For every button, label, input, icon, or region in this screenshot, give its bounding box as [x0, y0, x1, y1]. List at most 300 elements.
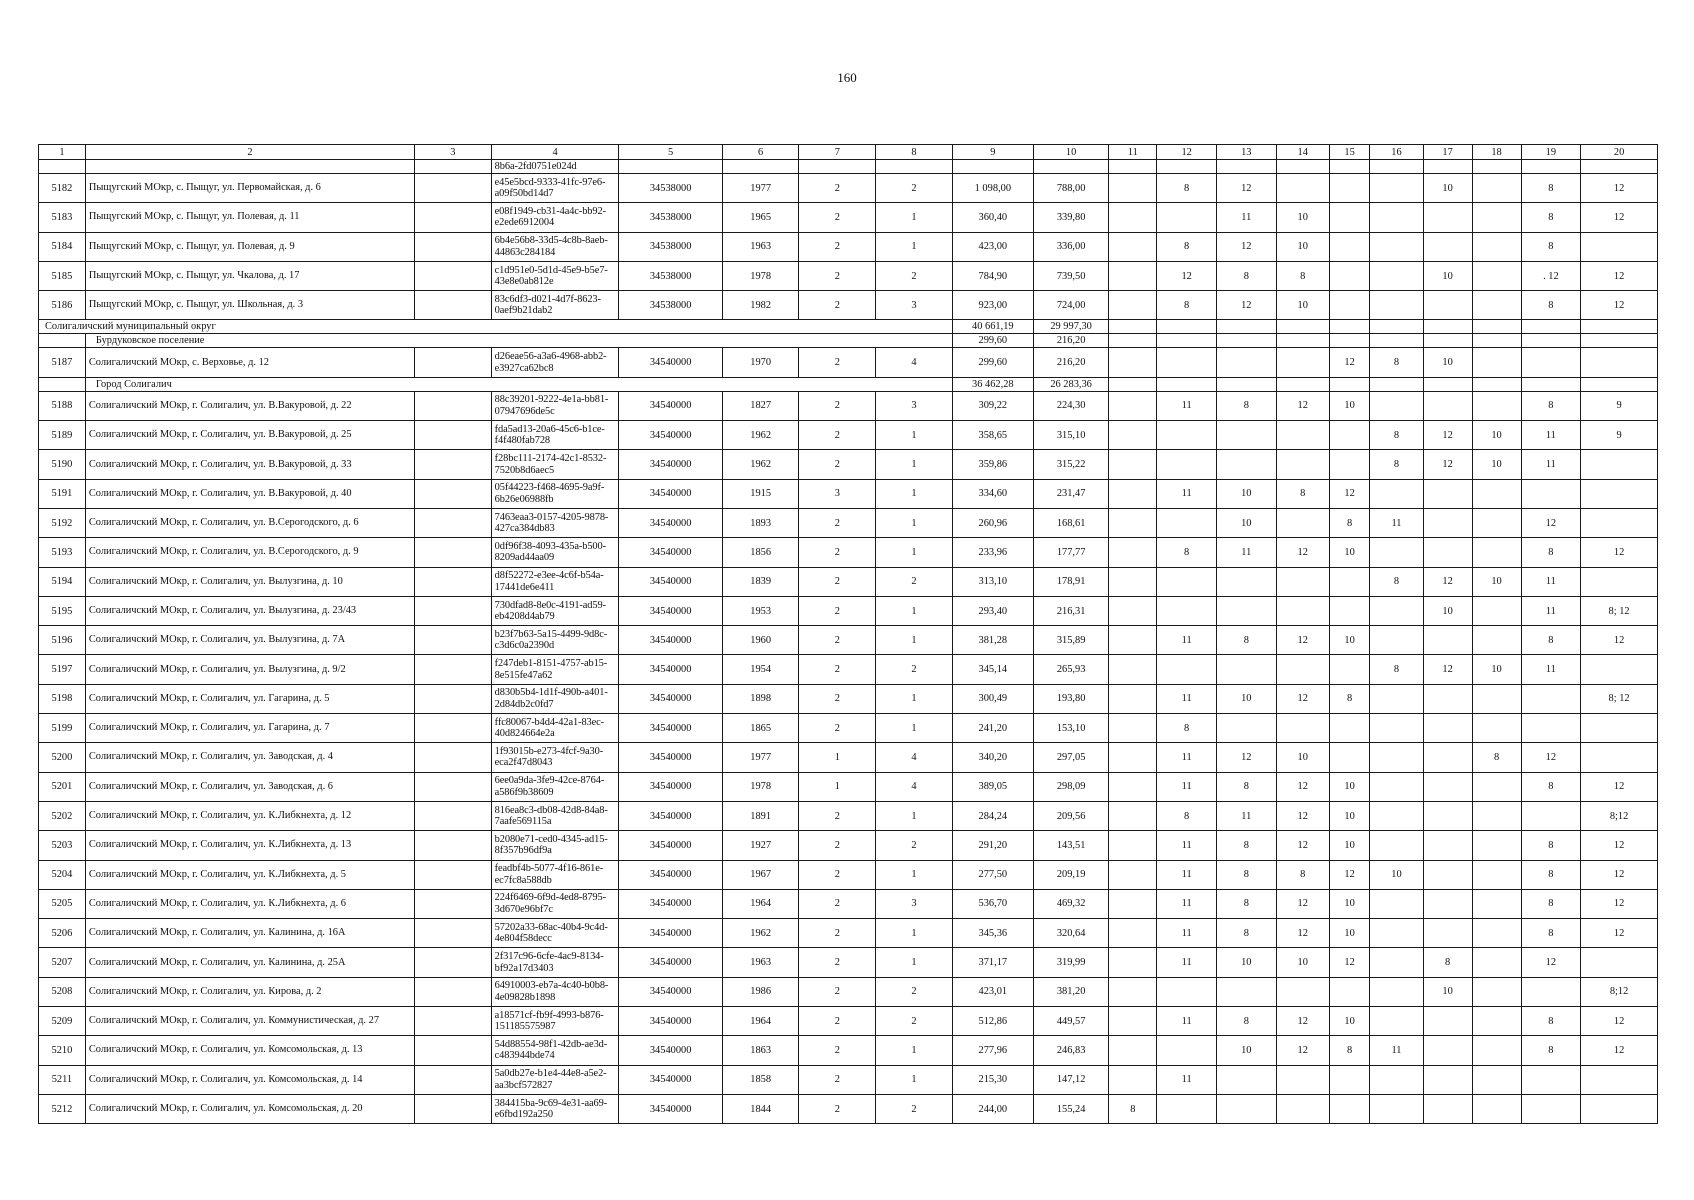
blank-cell	[414, 450, 491, 479]
col11-cell	[1109, 291, 1157, 320]
col12-cell: 11	[1157, 684, 1217, 713]
col14-cell: 12	[1276, 831, 1329, 860]
record-number-cell: 5208	[39, 977, 86, 1006]
col15-cell: 12	[1329, 479, 1369, 508]
col15-cell	[1329, 421, 1369, 450]
col14-cell	[1276, 174, 1329, 203]
blank-cell	[414, 977, 491, 1006]
column-number-cell: 18	[1472, 145, 1521, 160]
col13-cell	[1216, 977, 1276, 1006]
year-built-cell: 1963	[722, 232, 799, 261]
column-number-cell: 14	[1276, 145, 1329, 160]
address-cell: Пыщугский МОкр, с. Пыщуг, ул. Полевая, д. 9	[85, 232, 414, 261]
col14-cell: 12	[1276, 801, 1329, 830]
col14-cell: 12	[1276, 1007, 1329, 1036]
column-number-cell: 16	[1370, 145, 1423, 160]
record-number-cell: 5194	[39, 567, 86, 596]
year-built-cell: 1891	[722, 801, 799, 830]
col17-cell: 10	[1423, 348, 1472, 377]
col12-cell	[1157, 977, 1217, 1006]
col7-cell: 2	[799, 421, 876, 450]
column-number-cell: 20	[1581, 145, 1658, 160]
group-subtotal-row	[39, 377, 1658, 391]
col11-cell	[1109, 174, 1157, 203]
record-number-cell: 5183	[39, 203, 86, 232]
total-area-cell: 784,90	[952, 261, 1033, 290]
col15-cell	[1329, 203, 1369, 232]
living-area-cell: 788,00	[1033, 174, 1109, 203]
col16-cell: 8	[1370, 348, 1423, 377]
col20-cell: 9	[1581, 391, 1658, 420]
col8-cell: 1	[876, 538, 953, 567]
column-number-cell: 11	[1109, 145, 1157, 160]
total-area-cell: 359,86	[952, 450, 1033, 479]
col7-cell: 2	[799, 684, 876, 713]
col19-cell	[1521, 1094, 1581, 1123]
table-row	[39, 203, 1658, 232]
col18-cell	[1472, 831, 1521, 860]
col20-cell	[1581, 655, 1658, 684]
col7-cell: 2	[799, 450, 876, 479]
col11-cell	[1109, 450, 1157, 479]
living-area-cell: 153,10	[1033, 714, 1109, 743]
blank-cell	[414, 261, 491, 290]
col8-cell: 1	[876, 508, 953, 537]
uuid-cell: 05f44223-f468-4695-9a9f-6b26e06988fb	[491, 479, 619, 508]
blank-cell	[414, 508, 491, 537]
col7-cell: 2	[799, 655, 876, 684]
col11-cell	[1109, 948, 1157, 977]
year-built-cell: 1963	[722, 948, 799, 977]
col19-cell: 8	[1521, 174, 1581, 203]
total-area-cell: 260,96	[952, 508, 1033, 537]
living-area-cell: 216,31	[1033, 596, 1109, 625]
col19-cell: 8	[1521, 391, 1581, 420]
oktmo-cell: 34540000	[619, 743, 722, 772]
total-area-cell: 381,28	[952, 626, 1033, 655]
uuid-cell: 816ea8c3-db08-42d8-84a8-7aafe569115a	[491, 801, 619, 830]
col18-cell	[1472, 261, 1521, 290]
address-cell: Пыщугский МОкр, с. Пыщуг, ул. Чкалова, д. 17	[85, 261, 414, 290]
blank-cell	[414, 232, 491, 261]
col7-cell: 2	[799, 291, 876, 320]
col14-cell: 10	[1276, 743, 1329, 772]
col14-cell: 12	[1276, 772, 1329, 801]
total-area-cell: 345,14	[952, 655, 1033, 684]
col8-cell: 4	[876, 772, 953, 801]
year-built-cell: 1953	[722, 596, 799, 625]
address-cell: Солигаличский МОкр, г. Солигалич, ул. В.Вакуровой, д. 22	[85, 391, 414, 420]
oktmo-cell: 34540000	[619, 626, 722, 655]
col19-cell: . 12	[1521, 261, 1581, 290]
col12-cell	[1157, 567, 1217, 596]
col8-cell: 1	[876, 626, 953, 655]
col13-cell: 10	[1216, 948, 1276, 977]
col7-cell: 2	[799, 348, 876, 377]
col16-cell: 8	[1370, 655, 1423, 684]
col11-cell	[1109, 714, 1157, 743]
col16-cell	[1370, 684, 1423, 713]
col19-cell: 8	[1521, 919, 1581, 948]
col16-cell	[1370, 391, 1423, 420]
address-cell: Солигаличский МОкр, г. Солигалич, ул. К.Либкнехта, д. 13	[85, 831, 414, 860]
living-area-cell: 739,50	[1033, 261, 1109, 290]
col14-cell: 12	[1276, 684, 1329, 713]
oktmo-cell: 34540000	[619, 948, 722, 977]
col13-cell: 8	[1216, 391, 1276, 420]
col11-cell	[1109, 479, 1157, 508]
blank-cell	[414, 538, 491, 567]
col15-cell	[1329, 450, 1369, 479]
record-number-cell: 5188	[39, 391, 86, 420]
blank-cell	[414, 1065, 491, 1094]
table-row	[39, 948, 1658, 977]
living-area-cell: 320,64	[1033, 919, 1109, 948]
year-built-cell: 1844	[722, 1094, 799, 1123]
uuid-cell: feadbf4b-5077-4f16-861e-ec7fc8a588db	[491, 860, 619, 889]
col16-cell	[1370, 977, 1423, 1006]
col18-cell	[1472, 1036, 1521, 1065]
living-area-cell: 315,10	[1033, 421, 1109, 450]
col17-cell: 12	[1423, 421, 1472, 450]
col17-cell	[1423, 1094, 1472, 1123]
uuid-cell: d830b5b4-1d1f-490b-a401-2d84db2c0fd7	[491, 684, 619, 713]
col17-cell	[1423, 743, 1472, 772]
group-living-area: 29 997,30	[1033, 320, 1109, 334]
column-number-cell: 13	[1216, 145, 1276, 160]
col19-cell: 8	[1521, 1036, 1581, 1065]
blank-cell	[414, 174, 491, 203]
blank-cell	[414, 860, 491, 889]
col13-cell	[1216, 450, 1276, 479]
col14-cell: 12	[1276, 391, 1329, 420]
col17-cell	[1423, 919, 1472, 948]
living-area-cell: 449,57	[1033, 1007, 1109, 1036]
housing-register-table	[38, 144, 1658, 1124]
col15-cell: 10	[1329, 831, 1369, 860]
col13-cell: 8	[1216, 261, 1276, 290]
living-area-cell: 336,00	[1033, 232, 1109, 261]
col19-cell: 11	[1521, 567, 1581, 596]
col16-cell	[1370, 538, 1423, 567]
col13-cell: 12	[1216, 291, 1276, 320]
col8-cell: 2	[876, 1007, 953, 1036]
living-area-cell: 209,56	[1033, 801, 1109, 830]
record-number-cell: 5212	[39, 1094, 86, 1123]
col16-cell	[1370, 1094, 1423, 1123]
address-cell: Солигаличский МОкр, г. Солигалич, ул. Вылузгина, д. 23/43	[85, 596, 414, 625]
uuid-cell: d8f52272-e3ee-4c6f-b54a-17441de6e411	[491, 567, 619, 596]
address-cell: Пыщугский МОкр, с. Пыщуг, ул. Полевая, д. 11	[85, 203, 414, 232]
col11-cell	[1109, 860, 1157, 889]
total-area-cell: 923,00	[952, 291, 1033, 320]
col11-cell	[1109, 801, 1157, 830]
col14-cell	[1276, 508, 1329, 537]
table-row	[39, 479, 1658, 508]
oktmo-cell: 34540000	[619, 655, 722, 684]
col7-cell: 3	[799, 479, 876, 508]
col16-cell: 8	[1370, 567, 1423, 596]
uuid-cell: 6ee0a9da-3fe9-42ce-8764-a586f9b38609	[491, 772, 619, 801]
col18-cell	[1472, 889, 1521, 918]
table-row	[39, 1036, 1658, 1065]
col19-cell	[1521, 348, 1581, 377]
col20-cell	[1581, 479, 1658, 508]
blank-cell	[414, 743, 491, 772]
col15-cell: 10	[1329, 538, 1369, 567]
oktmo-cell: 34538000	[619, 291, 722, 320]
address-cell: Солигаличский МОкр, г. Солигалич, ул. Комсомольская, д. 13	[85, 1036, 414, 1065]
col13-cell: 8	[1216, 1007, 1276, 1036]
col18-cell	[1472, 684, 1521, 713]
address-cell: Солигаличский МОкр, г. Солигалич, ул. В.Серогодского, д. 9	[85, 538, 414, 567]
oktmo-cell: 34540000	[619, 450, 722, 479]
uuid-cell: 64910003-eb7a-4c40-b0b8-4e09828b1898	[491, 977, 619, 1006]
living-area-cell: 315,22	[1033, 450, 1109, 479]
blank-cell	[414, 655, 491, 684]
year-built-cell: 1927	[722, 831, 799, 860]
col8-cell: 2	[876, 655, 953, 684]
col11-cell	[1109, 889, 1157, 918]
col16-cell: 11	[1370, 508, 1423, 537]
col18-cell	[1472, 348, 1521, 377]
year-built-cell: 1962	[722, 450, 799, 479]
record-number-cell: 5195	[39, 596, 86, 625]
col8-cell: 2	[876, 831, 953, 860]
col17-cell	[1423, 508, 1472, 537]
col20-cell: 12	[1581, 626, 1658, 655]
col12-cell	[1157, 450, 1217, 479]
col11-cell	[1109, 831, 1157, 860]
col13-cell: 8	[1216, 772, 1276, 801]
col16-cell	[1370, 801, 1423, 830]
col17-cell: 10	[1423, 977, 1472, 1006]
col16-cell	[1370, 596, 1423, 625]
col17-cell: 12	[1423, 450, 1472, 479]
col14-cell	[1276, 977, 1329, 1006]
col11-cell	[1109, 919, 1157, 948]
col14-cell: 10	[1276, 291, 1329, 320]
col11-cell	[1109, 421, 1157, 450]
col15-cell	[1329, 1065, 1369, 1094]
column-number-cell: 3	[414, 145, 491, 160]
col19-cell: 12	[1521, 508, 1581, 537]
table-row	[39, 919, 1658, 948]
column-number-cell: 6	[722, 145, 799, 160]
col17-cell	[1423, 801, 1472, 830]
col7-cell: 2	[799, 261, 876, 290]
col7-cell: 2	[799, 596, 876, 625]
col16-cell: 8	[1370, 421, 1423, 450]
blank-cell	[414, 567, 491, 596]
col13-cell: 12	[1216, 174, 1276, 203]
col17-cell	[1423, 831, 1472, 860]
col12-cell: 11	[1157, 919, 1217, 948]
address-cell: Солигаличский МОкр, г. Солигалич, ул. Комсомольская, д. 20	[85, 1094, 414, 1123]
col20-cell	[1581, 948, 1658, 977]
record-number-cell: 5182	[39, 174, 86, 203]
col8-cell: 1	[876, 203, 953, 232]
group-title: Бурдуковское поселение	[85, 334, 952, 348]
col17-cell	[1423, 232, 1472, 261]
col11-cell	[1109, 596, 1157, 625]
col7-cell: 1	[799, 743, 876, 772]
col13-cell: 12	[1216, 232, 1276, 261]
col13-cell: 10	[1216, 479, 1276, 508]
blank-cell	[414, 1036, 491, 1065]
col12-cell: 11	[1157, 831, 1217, 860]
blank-cell	[414, 889, 491, 918]
col16-cell	[1370, 948, 1423, 977]
column-number-cell: 2	[85, 145, 414, 160]
col17-cell	[1423, 1065, 1472, 1094]
oktmo-cell: 34540000	[619, 596, 722, 625]
col15-cell	[1329, 714, 1369, 743]
col14-cell	[1276, 450, 1329, 479]
col13-cell	[1216, 1065, 1276, 1094]
table-row	[39, 261, 1658, 290]
uuid-cell: d26eae56-a3a6-4968-abb2-e3927ca62bc8	[491, 348, 619, 377]
table-row	[39, 391, 1658, 420]
col20-cell: 12	[1581, 889, 1658, 918]
col8-cell: 1	[876, 860, 953, 889]
col7-cell: 2	[799, 174, 876, 203]
record-number-cell: 5207	[39, 948, 86, 977]
year-built-cell: 1858	[722, 1065, 799, 1094]
col13-cell: 8	[1216, 831, 1276, 860]
table-row	[39, 626, 1658, 655]
record-number-cell: 5190	[39, 450, 86, 479]
oktmo-cell: 34538000	[619, 232, 722, 261]
col15-cell	[1329, 261, 1369, 290]
total-area-cell: 358,65	[952, 421, 1033, 450]
col19-cell	[1521, 977, 1581, 1006]
total-area-cell: 215,30	[952, 1065, 1033, 1094]
table-row	[39, 1094, 1658, 1123]
oktmo-cell: 34540000	[619, 714, 722, 743]
col15-cell: 12	[1329, 860, 1369, 889]
living-area-cell: 297,05	[1033, 743, 1109, 772]
col7-cell: 2	[799, 948, 876, 977]
table-row	[39, 889, 1658, 918]
year-built-cell: 1965	[722, 203, 799, 232]
year-built-cell: 1915	[722, 479, 799, 508]
col13-cell: 10	[1216, 684, 1276, 713]
address-cell: Солигаличский МОкр, г. Солигалич, ул. В.Вакуровой, д. 33	[85, 450, 414, 479]
col18-cell	[1472, 626, 1521, 655]
continuation-row	[39, 160, 1658, 174]
col11-cell	[1109, 203, 1157, 232]
col20-cell	[1581, 450, 1658, 479]
col20-cell	[1581, 232, 1658, 261]
col20-cell: 12	[1581, 291, 1658, 320]
year-built-cell: 1893	[722, 508, 799, 537]
living-area-cell: 381,20	[1033, 977, 1109, 1006]
uuid-cell: 0df96f38-4093-435a-b500-8209ad44aa09	[491, 538, 619, 567]
col20-cell	[1581, 743, 1658, 772]
blank-cell	[414, 291, 491, 320]
col12-cell: 8	[1157, 538, 1217, 567]
col13-cell: 10	[1216, 1036, 1276, 1065]
col16-cell	[1370, 889, 1423, 918]
total-area-cell: 233,96	[952, 538, 1033, 567]
group-title: Город Солигалич	[85, 377, 952, 391]
col18-cell	[1472, 596, 1521, 625]
address-cell: Солигаличский МОкр, г. Солигалич, ул. Калинина, д. 25А	[85, 948, 414, 977]
col16-cell	[1370, 203, 1423, 232]
col15-cell: 10	[1329, 801, 1369, 830]
address-cell: Солигаличский МОкр, г. Солигалич, ул. Заводская, д. 4	[85, 743, 414, 772]
col20-cell	[1581, 1094, 1658, 1123]
uuid-cell: b23f7b63-5a15-4499-9d8c-c3d6c0a2390d	[491, 626, 619, 655]
living-area-cell: 155,24	[1033, 1094, 1109, 1123]
col14-cell: 8	[1276, 479, 1329, 508]
record-number-cell: 5211	[39, 1065, 86, 1094]
year-built-cell: 1954	[722, 655, 799, 684]
col7-cell: 2	[799, 860, 876, 889]
col18-cell: 10	[1472, 450, 1521, 479]
uuid-cell: f247deb1-8151-4757-ab15-8e515fe47a62	[491, 655, 619, 684]
col13-cell	[1216, 567, 1276, 596]
table-row	[39, 232, 1658, 261]
col7-cell: 2	[799, 538, 876, 567]
record-number-cell: 5192	[39, 508, 86, 537]
col18-cell	[1472, 1007, 1521, 1036]
blank-cell	[414, 203, 491, 232]
col15-cell: 12	[1329, 948, 1369, 977]
table-row	[39, 174, 1658, 203]
col17-cell	[1423, 889, 1472, 918]
col16-cell	[1370, 232, 1423, 261]
table-row	[39, 348, 1658, 377]
address-cell: Солигаличский МОкр, г. Солигалич, ул. Коммунистическая, д. 27	[85, 1007, 414, 1036]
total-area-cell: 360,40	[952, 203, 1033, 232]
col7-cell: 2	[799, 801, 876, 830]
table-row	[39, 567, 1658, 596]
total-area-cell: 371,17	[952, 948, 1033, 977]
col12-cell: 11	[1157, 772, 1217, 801]
oktmo-cell: 34540000	[619, 1007, 722, 1036]
record-number-cell: 5203	[39, 831, 86, 860]
col16-cell	[1370, 1007, 1423, 1036]
column-number-cell: 19	[1521, 145, 1581, 160]
col12-cell: 8	[1157, 232, 1217, 261]
blank-cell	[414, 626, 491, 655]
col8-cell: 4	[876, 348, 953, 377]
year-built-cell: 1978	[722, 772, 799, 801]
col17-cell	[1423, 626, 1472, 655]
col20-cell: 12	[1581, 261, 1658, 290]
year-built-cell: 1964	[722, 889, 799, 918]
column-number-cell: 4	[491, 145, 619, 160]
col8-cell: 1	[876, 948, 953, 977]
group-total-area: 299,60	[952, 334, 1033, 348]
col18-cell	[1472, 1094, 1521, 1123]
col12-cell: 8	[1157, 174, 1217, 203]
total-area-cell: 309,22	[952, 391, 1033, 420]
living-area-cell: 231,47	[1033, 479, 1109, 508]
total-area-cell: 423,01	[952, 977, 1033, 1006]
col18-cell	[1472, 174, 1521, 203]
uuid-cell: 7463eaa3-0157-4205-9878-427ca384db83	[491, 508, 619, 537]
oktmo-cell: 34540000	[619, 1036, 722, 1065]
oktmo-cell: 34538000	[619, 203, 722, 232]
col19-cell	[1521, 801, 1581, 830]
record-number-cell: 5199	[39, 714, 86, 743]
col19-cell	[1521, 714, 1581, 743]
col17-cell: 12	[1423, 567, 1472, 596]
col8-cell: 2	[876, 1094, 953, 1123]
